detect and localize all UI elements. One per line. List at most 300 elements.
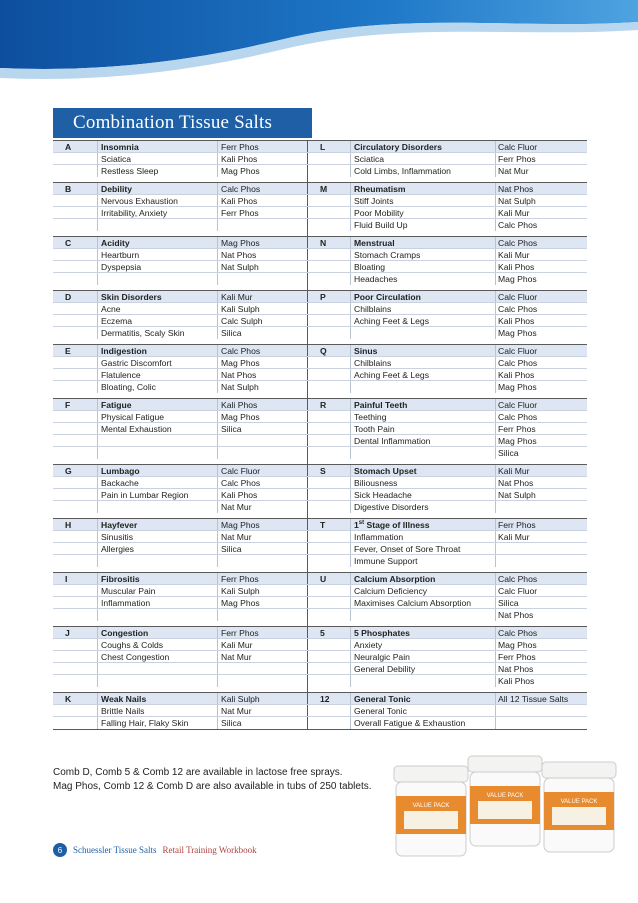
salt-text: Kali Mur	[495, 531, 587, 542]
salt-text: Calc Fluor	[217, 465, 307, 476]
ailment-text: 1st Stage of Illness	[350, 519, 495, 530]
table-entry	[53, 182, 587, 231]
combination-letter: F	[65, 400, 71, 410]
ailment-text: Sciatica	[350, 153, 495, 164]
table-row	[53, 477, 587, 489]
salt-text	[217, 609, 307, 621]
combination-letter	[53, 651, 97, 662]
ailment-text	[350, 327, 495, 339]
combination-letter	[53, 663, 97, 674]
combination-letter	[53, 675, 97, 687]
combination-letter	[53, 411, 97, 422]
salt-text: Nat Mur	[217, 651, 307, 662]
ailment-text: Sciatica	[97, 153, 217, 164]
table-header-row	[53, 465, 587, 477]
ailment-text: Hayfever	[97, 519, 217, 530]
salt-text: Kali Mur	[217, 639, 307, 650]
combination-letter	[53, 153, 97, 164]
notes	[53, 766, 372, 794]
combination-letter	[307, 207, 350, 218]
ailment-text: Sinus	[350, 345, 495, 356]
salt-text: Nat Sulph	[495, 489, 587, 500]
table-row	[53, 609, 587, 621]
salt-text: Calc Fluor	[495, 345, 587, 356]
table-row	[53, 165, 587, 177]
table-row	[53, 555, 587, 567]
table-entry	[53, 626, 587, 687]
table-row	[53, 195, 587, 207]
ailment-text: Calcium Deficiency	[350, 585, 495, 596]
salt-text: Kali Mur	[495, 207, 587, 218]
ailment-text: Gastric Discomfort	[97, 357, 217, 368]
salt-text: Kali Phos	[495, 315, 587, 326]
salt-text: Mag Phos	[217, 165, 307, 177]
combination-letter: B	[65, 184, 72, 194]
salt-text: Ferr Phos	[495, 153, 587, 164]
ailment-text: General Debility	[350, 663, 495, 674]
ailment-text: Acne	[97, 303, 217, 314]
salt-text: Kali Phos	[217, 153, 307, 164]
ailment-text	[350, 381, 495, 393]
ailment-text	[97, 609, 217, 621]
combination-letter: J	[65, 628, 70, 638]
combination-letter	[307, 501, 350, 513]
combination-letter: E	[65, 346, 71, 356]
table-row	[53, 639, 587, 651]
combination-letter	[307, 381, 350, 393]
combination-letter: 12	[307, 693, 350, 704]
ailment-text: Insomnia	[97, 141, 217, 152]
ailment-text	[350, 609, 495, 621]
combination-letter	[307, 585, 350, 596]
table-header-row	[53, 183, 587, 195]
salt-text: Ferr Phos	[495, 651, 587, 662]
ailment-text: Neuralgic Pain	[350, 651, 495, 662]
footer-title: Retail Training Workbook	[162, 845, 257, 855]
salt-text: Kali Mur	[217, 291, 307, 302]
note-line: Mag Phos, Comb 12 & Comb D are also available in tubs of 250 tablets.	[53, 781, 372, 792]
ailment-text: Aching Feet & Legs	[350, 369, 495, 380]
salt-text: Ferr Phos	[495, 423, 587, 434]
table-entry	[53, 398, 587, 459]
salt-text: Calc Fluor	[495, 141, 587, 152]
ailment-text: Aching Feet & Legs	[350, 315, 495, 326]
salt-text	[217, 663, 307, 674]
combination-letter	[53, 219, 97, 231]
ailment-text: Physical Fatigue	[97, 411, 217, 422]
salt-text: Calc Phos	[217, 345, 307, 356]
salt-text: Mag Phos	[217, 411, 307, 422]
ailment-text: Bloating	[350, 261, 495, 272]
table-entry	[53, 572, 587, 621]
combination-letter	[53, 327, 97, 339]
salt-text	[495, 501, 587, 513]
combination-letter: A	[65, 142, 72, 152]
salt-text: Nat Sulph	[217, 381, 307, 393]
ailment-text: General Tonic	[350, 705, 495, 716]
ailment-text: Skin Disorders	[97, 291, 217, 302]
salt-text: Calc Phos	[217, 183, 307, 194]
table-header-row	[53, 693, 587, 705]
combination-letter	[53, 501, 97, 513]
ailment-text: Mental Exhaustion	[97, 423, 217, 434]
combination-letter	[307, 423, 350, 434]
ailment-text	[97, 219, 217, 231]
table-row	[53, 219, 587, 231]
combination-letter	[307, 717, 350, 729]
table-row	[53, 543, 587, 555]
ailment-text: Brittle Nails	[97, 705, 217, 716]
ailment-text: Acidity	[97, 237, 217, 248]
combination-letter	[307, 555, 350, 567]
salt-text: Calc Fluor	[495, 291, 587, 302]
combination-letter	[53, 585, 97, 596]
ailment-text: Tooth Pain	[350, 423, 495, 434]
combination-letter	[307, 315, 350, 326]
table-row	[53, 705, 587, 717]
combination-letter	[307, 165, 350, 177]
ailment-text: Muscular Pain	[97, 585, 217, 596]
combination-letter	[307, 489, 350, 500]
svg-text:VALUE PACK: VALUE PACK	[412, 803, 450, 809]
salt-text: Mag Phos	[217, 237, 307, 248]
salt-text	[217, 447, 307, 459]
table-row	[53, 675, 587, 687]
combination-letter	[53, 489, 97, 500]
salt-text: Nat Mur	[217, 531, 307, 542]
salt-text: Mag Phos	[495, 327, 587, 339]
combination-letter	[53, 531, 97, 542]
ailment-text: Cold Limbs, Inflammation	[350, 165, 495, 177]
table-entry	[53, 236, 587, 285]
combination-letter	[53, 381, 97, 393]
ailment-text: Digestive Disorders	[350, 501, 495, 513]
product-jars-image	[390, 752, 620, 857]
combination-letter: 5	[307, 627, 350, 638]
ailment-text: Poor Circulation	[350, 291, 495, 302]
combination-letter	[53, 261, 97, 272]
table-row	[53, 369, 587, 381]
combination-letter: K	[65, 694, 72, 704]
table-row	[53, 327, 587, 339]
salt-text	[217, 555, 307, 567]
table-header-row	[53, 519, 587, 531]
ailment-text	[97, 435, 217, 446]
ailment-text: Stomach Upset	[350, 465, 495, 476]
salt-text: Calc Phos	[495, 627, 587, 638]
table-row	[53, 531, 587, 543]
ailment-text: Indigestion	[97, 345, 217, 356]
salt-text: Ferr Phos	[217, 141, 307, 152]
ailment-text: Poor Mobility	[350, 207, 495, 218]
combination-letter	[53, 369, 97, 380]
combination-letter: L	[307, 141, 350, 152]
combination-letter	[307, 195, 350, 206]
ailment-text: Nervous Exhaustion	[97, 195, 217, 206]
salt-text	[217, 273, 307, 285]
combination-letter	[53, 597, 97, 608]
ailment-text: Maximises Calcium Absorption	[350, 597, 495, 608]
combination-letter	[307, 477, 350, 488]
salt-text: Nat Phos	[495, 663, 587, 674]
ailment-text: Immune Support	[350, 555, 495, 567]
ailment-text: Circulatory Disorders	[350, 141, 495, 152]
ailment-text	[97, 663, 217, 674]
salt-text: Ferr Phos	[217, 207, 307, 218]
salt-text: Silica	[217, 327, 307, 339]
combination-letter	[53, 447, 97, 459]
table-row	[53, 447, 587, 459]
footer-brand: Schuessler Tissue Salts	[73, 845, 157, 855]
table-entry	[53, 692, 587, 730]
combination-letter	[307, 675, 350, 687]
combination-letter	[307, 543, 350, 554]
table-row	[53, 261, 587, 273]
salt-text: Kali Phos	[217, 195, 307, 206]
combination-letter	[53, 705, 97, 716]
table-row	[53, 717, 587, 729]
jar	[542, 762, 616, 852]
combination-letter: S	[307, 465, 350, 476]
table-row	[53, 315, 587, 327]
ailment-text	[97, 273, 217, 285]
salt-text: Ferr Phos	[495, 519, 587, 530]
ailment-text: Flatulence	[97, 369, 217, 380]
salt-text: All 12 Tissue Salts	[495, 693, 587, 704]
salt-text: Nat Phos	[495, 477, 587, 488]
salt-text: Nat Sulph	[217, 261, 307, 272]
salt-text: Kali Sulph	[217, 585, 307, 596]
combination-letter	[53, 303, 97, 314]
salt-text: Kali Mur	[495, 465, 587, 476]
salt-text: Calc Phos	[495, 303, 587, 314]
salt-text: Calc Sulph	[217, 315, 307, 326]
combination-letter: R	[307, 399, 350, 410]
header-wave	[0, 0, 638, 100]
combination-letter	[307, 531, 350, 542]
combination-letter	[307, 327, 350, 339]
ailment-text: Eczema	[97, 315, 217, 326]
salt-text: Ferr Phos	[217, 627, 307, 638]
ailment-text: Allergies	[97, 543, 217, 554]
salt-text: Kali Sulph	[217, 303, 307, 314]
salt-text: Nat Mur	[217, 705, 307, 716]
combination-letter	[53, 357, 97, 368]
salt-text: Kali Phos	[217, 489, 307, 500]
ailment-text	[97, 555, 217, 567]
ailment-text: Menstrual	[350, 237, 495, 248]
table-row	[53, 597, 587, 609]
ailment-text: Heartburn	[97, 249, 217, 260]
table-row	[53, 489, 587, 501]
ailment-text: General Tonic	[350, 693, 495, 704]
salt-text: Kali Sulph	[217, 693, 307, 704]
combination-letter	[307, 357, 350, 368]
ailment-text: Biliousness	[350, 477, 495, 488]
ailment-text: Dental Inflammation	[350, 435, 495, 446]
salt-text: Mag Phos	[217, 597, 307, 608]
ailment-text: Fibrositis	[97, 573, 217, 584]
table-entry	[53, 344, 587, 393]
ailment-text: Headaches	[350, 273, 495, 285]
combination-letter: I	[65, 574, 68, 584]
combination-letter: N	[307, 237, 350, 248]
salt-text	[495, 717, 587, 729]
footer	[53, 843, 257, 857]
table-header-row	[53, 345, 587, 357]
combination-letter: C	[65, 238, 72, 248]
table-row	[53, 273, 587, 285]
combination-letter	[53, 423, 97, 434]
salt-text: Kali Phos	[495, 369, 587, 380]
salt-text	[495, 555, 587, 567]
salt-text	[217, 219, 307, 231]
ailment-text: 5 Phosphates	[350, 627, 495, 638]
salt-text: Calc Phos	[495, 411, 587, 422]
ailment-text: Dyspepsia	[97, 261, 217, 272]
combination-letter	[307, 261, 350, 272]
combination-letter	[53, 639, 97, 650]
table-row	[53, 357, 587, 369]
combination-letter	[53, 165, 97, 177]
page-title-bar	[53, 108, 312, 138]
salt-text: Nat Phos	[217, 249, 307, 260]
table-entry	[53, 290, 587, 339]
page-number: 6	[53, 843, 67, 857]
ailment-text: Inflammation	[350, 531, 495, 542]
salt-text: Calc Fluor	[495, 585, 587, 596]
salt-text: Nat Phos	[495, 183, 587, 194]
salt-text: Nat Sulph	[495, 195, 587, 206]
salt-text: Kali Phos	[217, 399, 307, 410]
table-header-row	[53, 291, 587, 303]
ailment-text	[97, 675, 217, 687]
table-row	[53, 585, 587, 597]
ailment-text: Rheumatism	[350, 183, 495, 194]
combination-letter	[307, 249, 350, 260]
combination-letter	[53, 249, 97, 260]
ailment-text: Teething	[350, 411, 495, 422]
ailment-text: Weak Nails	[97, 693, 217, 704]
combination-letter	[53, 555, 97, 567]
note-line: Comb D, Comb 5 & Comb 12 are available in lactose free sprays.	[53, 767, 343, 778]
ailment-text	[97, 447, 217, 459]
combination-letter	[53, 207, 97, 218]
salt-text: Calc Phos	[495, 237, 587, 248]
ailment-text: Falling Hair, Flaky Skin	[97, 717, 217, 729]
combination-letter: D	[65, 292, 72, 302]
salt-text: Silica	[217, 717, 307, 729]
ailment-text: Sick Headache	[350, 489, 495, 500]
salt-text	[217, 675, 307, 687]
combination-letter: Q	[307, 345, 350, 356]
ailment-text: Calcium Absorption	[350, 573, 495, 584]
page-title: Combination Tissue Salts	[73, 112, 273, 133]
combination-letter	[53, 609, 97, 621]
combination-letter	[307, 663, 350, 674]
table-header-row	[53, 399, 587, 411]
ailment-text: Sinusitis	[97, 531, 217, 542]
ailment-text: Fatigue	[97, 399, 217, 410]
salt-text: Mag Phos	[495, 435, 587, 446]
combination-letter	[307, 651, 350, 662]
ailment-text: Lumbago	[97, 465, 217, 476]
combination-letter	[53, 717, 97, 729]
table-header-row	[53, 627, 587, 639]
combination-letter	[53, 315, 97, 326]
ailment-text: Fever, Onset of Sore Throat	[350, 543, 495, 554]
ailment-text: Fluid Build Up	[350, 219, 495, 231]
ailment-text: Bloating, Colic	[97, 381, 217, 393]
table-row	[53, 249, 587, 261]
salt-text: Nat Phos	[495, 609, 587, 621]
table-row	[53, 435, 587, 447]
combination-letter: T	[307, 519, 350, 530]
ailment-text: Chilblains	[350, 357, 495, 368]
salt-text: Mag Phos	[495, 273, 587, 285]
ailment-text	[350, 447, 495, 459]
combination-table	[53, 140, 587, 730]
salt-text: Silica	[495, 597, 587, 608]
salt-text	[495, 705, 587, 716]
salt-text: Kali Phos	[495, 261, 587, 272]
salt-text: Kali Mur	[495, 249, 587, 260]
combination-letter: G	[65, 466, 72, 476]
salt-text	[217, 435, 307, 446]
combination-letter	[53, 273, 97, 285]
salt-text: Mag Phos	[495, 639, 587, 650]
table-row	[53, 663, 587, 675]
combination-letter: H	[65, 520, 72, 530]
table-header-row	[53, 573, 587, 585]
table-entry	[53, 140, 587, 177]
table-header-row	[53, 237, 587, 249]
salt-text: Mag Phos	[495, 381, 587, 393]
table-entry	[53, 464, 587, 513]
table-row	[53, 153, 587, 165]
ailment-text: Congestion	[97, 627, 217, 638]
combination-letter	[53, 477, 97, 488]
combination-letter	[307, 303, 350, 314]
salt-text: Nat Mur	[217, 501, 307, 513]
ailment-text: Overall Fatigue & Exhaustion	[350, 717, 495, 729]
ailment-text: Dermatitis, Scaly Skin	[97, 327, 217, 339]
ailment-text: Irritability, Anxiety	[97, 207, 217, 218]
combination-letter	[307, 369, 350, 380]
svg-text:VALUE PACK: VALUE PACK	[486, 793, 524, 799]
combination-letter	[307, 597, 350, 608]
table-row	[53, 651, 587, 663]
table-entry	[53, 518, 587, 567]
svg-text:VALUE PACK: VALUE PACK	[560, 799, 598, 805]
table-row	[53, 411, 587, 423]
combination-letter	[53, 435, 97, 446]
ailment-text: Stomach Cramps	[350, 249, 495, 260]
salt-text: Calc Phos	[495, 573, 587, 584]
combination-letter	[307, 447, 350, 459]
ailment-text: Painful Teeth	[350, 399, 495, 410]
ailment-text: Coughs & Colds	[97, 639, 217, 650]
combination-letter	[307, 435, 350, 446]
table-row	[53, 381, 587, 393]
salt-text	[495, 543, 587, 554]
combination-letter	[307, 609, 350, 621]
salt-text: Silica	[495, 447, 587, 459]
jar	[468, 756, 542, 846]
ailment-text: Anxiety	[350, 639, 495, 650]
salt-text: Calc Phos	[495, 219, 587, 231]
ailment-text: Debility	[97, 183, 217, 194]
